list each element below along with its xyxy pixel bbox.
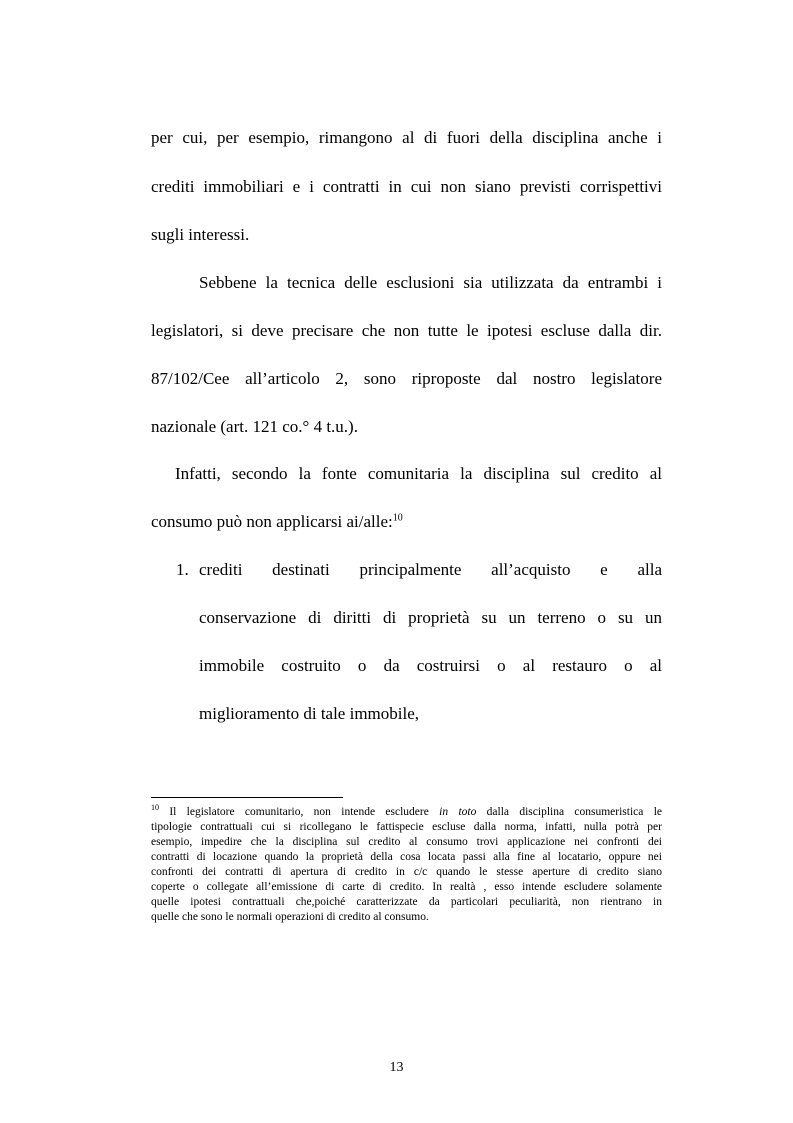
body-line-8: Infatti, secondo la fonte comunitaria la disciplina sul credito al [175,464,662,483]
footnote-separator [151,797,343,798]
body-line-1: per cui, per esempio, rimangono al di fuori della disciplina anche i [151,128,662,147]
list-item-number: 1. [176,560,189,579]
footnote-reference: 10 [392,512,403,524]
footnote-line-1-part-b: dalla disciplina consumeristica le [476,806,662,818]
body-line-6: 87/102/Cee all’articolo 2, sono riproposte dal nostro legislatore [151,369,662,388]
body-line-4: Sebbene la tecnica delle esclusioni sia utilizzata da entrambi i [199,273,662,292]
footnote-line-4: contratti di locazione quando la proprietà della cosa locata passi alla fine al locatario, oppure nei [151,851,662,863]
footnote-line-1-italic: in toto [439,806,477,818]
list-item-line-2: conservazione di diritti di proprietà su un terreno o su un [199,608,662,627]
footnote-line-6: coperte o collegate all’emissione di carte di credito. In realtà , esso intende escludere solamente [151,881,662,893]
body-line-3: sugli interessi. [151,225,250,244]
footnote-number: 10 [151,803,159,813]
list-item-line-3: immobile costruito o da costruirsi o al restauro o al [199,656,662,675]
footnote-line-5: confronti dei contratti di apertura di credito in c/c quando le stesse aperture di credito siano [151,866,662,878]
footnote-line-7: quelle ipotesi contrattuali che,poiché caratterizzate da particolari peculiarità, non rientrano in [151,896,662,908]
page-number: 13 [389,1060,404,1075]
footnote-line-1 [151,805,662,820]
body-line-9-text: consumo può non applicarsi ai/alle: [151,512,393,531]
list-item-line-1: crediti destinati principalmente all’acquisto e alla [199,560,662,579]
body-line-7: nazionale (art. 121 co.° 4 t.u.). [151,417,358,436]
list-item-line-4: miglioramento di tale immobile, [199,704,420,723]
footnote-line-3: esempio, impedire che la disciplina sul credito al consumo trovi applicazione nei confronti dei [151,836,662,848]
footnote-line-2: tipologie contrattuali cui si ricollegano le fattispecie escluse dalla norma, infatti, nulla potrà per [151,821,662,833]
footnote-line-1-part-a: Il legislatore comunitario, non intende escludere [159,806,440,818]
body-line-2: crediti immobiliari e i contratti in cui non siano previsti corrispettivi [151,177,662,196]
footnote-line-8: quelle che sono le normali operazioni di credito al consumo. [151,911,429,923]
body-line-5: legislatori, si deve precisare che non tutte le ipotesi escluse dalla dir. [151,321,662,340]
body-line-9 [151,512,403,532]
